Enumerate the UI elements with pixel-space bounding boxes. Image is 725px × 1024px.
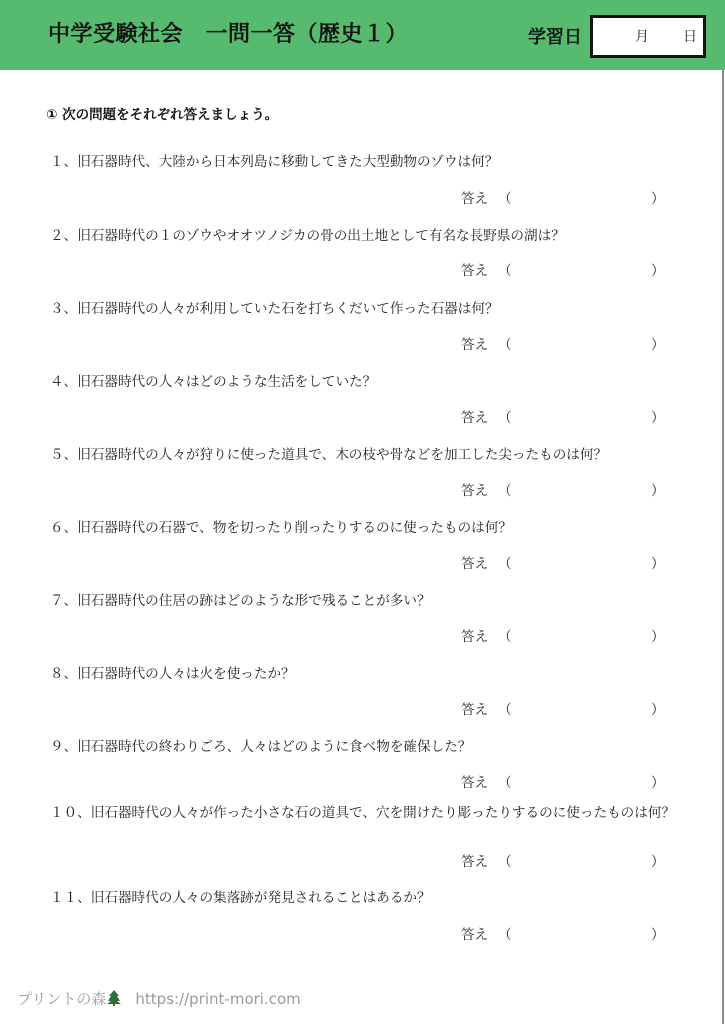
answer-label: 答え [461,629,489,645]
answer-label: 答え [461,854,489,870]
study-date-field[interactable] [590,15,706,58]
question-4 [50,372,670,393]
instruction-text: ① 次の問題をそれぞれ答えましょう。 [46,107,279,123]
answer-label: 答え [461,191,489,207]
question-9 [50,737,670,758]
question-number: ６、 [50,520,78,536]
answer-open-paren: （ [498,337,512,353]
question-3 [50,299,670,320]
footer-brand: プリントの森 [17,990,107,1008]
question-6 [50,518,670,539]
answer-open-paren: （ [498,629,512,645]
question-text: 旧石器時代の人々が狩りに使った道具で、木の枝や骨などを加工した尖ったものは何？ [77,447,608,463]
answer-close-paren: ） [651,483,665,499]
answer-close-paren: ） [651,191,665,207]
answer-label: 答え [461,483,489,499]
question-number: １１、 [50,890,91,906]
page-title: 中学受験社会 一問一答（歴史１） [48,22,409,47]
question-text: 旧石器時代の人々はどのような生活をしていた？ [77,374,377,390]
answer-label: 答え [461,410,489,426]
answer-open-paren: （ [498,854,512,870]
answer-label: 答え [461,556,489,572]
answer-open-paren: （ [498,191,512,207]
header-band [0,0,725,70]
answer-close-paren: ） [651,775,665,791]
answer-close-paren: ） [651,854,665,870]
question-number: ７、 [50,593,78,609]
answer-field-6[interactable] [461,554,665,574]
answer-field-4[interactable] [461,408,665,428]
question-text: 旧石器時代の人々の集落跡が発見されることはあるか？ [90,890,431,906]
answer-open-paren: （ [498,410,512,426]
footer [17,989,301,1009]
question-8 [50,664,670,685]
answer-close-paren: ） [651,410,665,426]
answer-close-paren: ） [651,702,665,718]
answer-label: 答え [461,775,489,791]
page-right-border [722,0,724,1024]
question-number: ３、 [50,301,78,317]
question-text: 旧石器時代、大陸から日本列島に移動してきた大型動物のゾウは何？ [77,154,499,170]
answer-close-paren: ） [651,629,665,645]
question-text: 旧石器時代の石器で、物を切ったり削ったりするのに使ったものは何？ [77,520,512,536]
answer-close-paren: ） [651,263,665,279]
answer-open-paren: （ [498,775,512,791]
answer-field-8[interactable] [461,700,665,720]
question-number: １０、 [50,805,91,821]
answer-field-11[interactable] [461,925,665,945]
answer-label: 答え [461,337,489,353]
answer-close-paren: ） [651,556,665,572]
answer-field-2[interactable] [461,261,665,281]
answer-open-paren: （ [498,263,512,279]
question-number: ９、 [50,739,78,755]
date-month-label: 月 [635,29,649,45]
question-text: 旧石器時代の終わりごろ、人々はどのように食べ物を確保した？ [77,739,472,755]
answer-close-paren: ） [651,337,665,353]
answer-field-9[interactable] [461,773,665,793]
answer-close-paren: ） [651,927,665,943]
question-5 [50,445,670,466]
tree-icon [107,990,121,1006]
answer-field-1[interactable] [461,189,665,209]
answer-label: 答え [461,927,489,943]
question-1 [50,152,670,173]
answer-field-10[interactable] [461,852,665,872]
question-text: 旧石器時代の人々が作った小さな石の道具で、穴を開けたり彫ったりするのに使ったものは何？ [90,805,676,821]
question-10 [50,803,711,824]
answer-open-paren: （ [498,702,512,718]
study-date-label: 学習日 [528,27,582,48]
question-text: 旧石器時代の住居の跡はどのような形で残ることが多い？ [77,593,431,609]
answer-label: 答え [461,263,489,279]
answer-open-paren: （ [498,483,512,499]
question-number: ５、 [50,447,78,463]
question-number: ４、 [50,374,78,390]
question-number: ２、 [50,228,78,244]
answer-field-7[interactable] [461,627,665,647]
answer-open-paren: （ [498,927,512,943]
answer-field-3[interactable] [461,335,665,355]
question-number: １、 [50,154,78,170]
question-2 [50,226,670,247]
question-text: 旧石器時代の人々が利用していた石を打ちくだいて作った石器は何？ [77,301,499,317]
question-number: ８、 [50,666,78,682]
question-text: 旧石器時代の１のゾウやオオツノジカの骨の出土地として有名な長野県の湖は？ [77,228,565,244]
question-7 [50,591,670,612]
question-11 [50,888,670,909]
answer-label: 答え [461,702,489,718]
answer-open-paren: （ [498,556,512,572]
footer-url-link[interactable]: https://print-mori.com [135,990,301,1008]
date-day-label: 日 [683,29,697,45]
question-text: 旧石器時代の人々は火を使ったか？ [77,666,295,682]
answer-field-5[interactable] [461,481,665,501]
